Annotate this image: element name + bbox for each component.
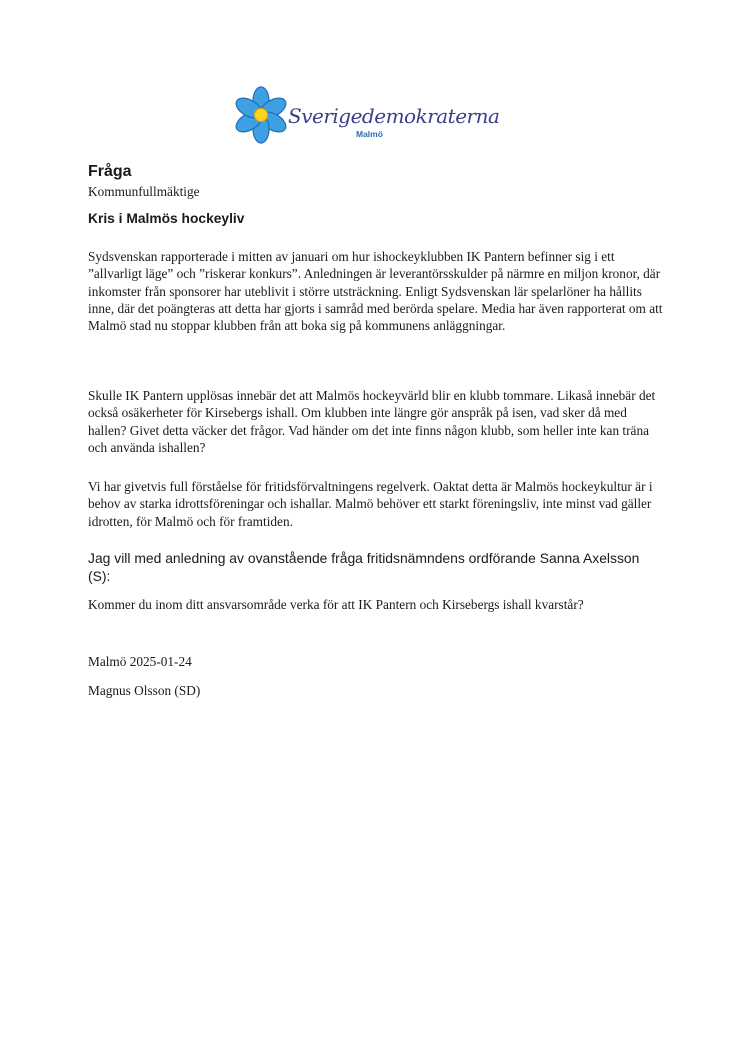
question-intro: Jag vill med anledning av ovanstående fråga fritidsnämndens ordförande Sanna Axelsson (S):: [88, 550, 640, 584]
recipient-body: Kommunfullmäktige: [88, 184, 200, 199]
document-title: Kris i Malmös hockeyliv: [88, 211, 245, 226]
blue-anemone-flower-icon: [232, 86, 290, 144]
place-and-date: Malmö 2025-01-24: [88, 654, 192, 669]
question-text: Kommer du inom ditt ansvarsområde verka för att IK Pantern och Kirsebergs ishall kvarstår?: [88, 597, 584, 612]
body-paragraph-2: Skulle IK Pantern upplösas innebär det att Malmös hockeyvärld blir en klubb tommare. Likaså innebär det också osäkerheter för Kirsebergs ishall. Om klubben inte längre gör anspråk på isen, vad sker då med hallen? Givet detta väcker det frågor. Vad händer om det inte finns någon klubb, som heller inte kan träna och använda ishallen?: [88, 388, 656, 455]
body-paragraph-3: Vi har givetvis full förståelse för fritidsförvaltningens regelverk. Oaktat detta är Malmös hockeykultur är i behov av starka idrottsföreningar och ishallar. Malmö behöver ett starkt föreningsliv, inte minst vad gäller idrotten, för Malmö och för framtiden.: [88, 479, 653, 529]
body-paragraph-1: Sydsvenskan rapporterade i mitten av januari om hur ishockeyklubben IK Pantern befinner sig i ett ”allvarligt läge” och ”riskerar konkurs”. Anledningen är leverantörsskulder på närmre en miljon kronor, där inkomster från sponsorer har uteblivit i större utsträckning. Enligt Sydsvenskan lär spelarlöner ha hållits inne, där det poängteras att detta har gjorts i samråd med berörda spelare. Media har även rapporterat om att Malmö stad nu stoppar klubben från att boka sig på kommunens anläggningar.: [88, 249, 663, 334]
signature: Magnus Olsson (SD): [88, 683, 201, 698]
logo-city: Malmö: [356, 129, 383, 139]
document-type-heading: Fråga: [88, 163, 132, 180]
logo-wordmark: Sverigedemokraterna: [288, 104, 500, 128]
party-logo: [232, 86, 500, 148]
